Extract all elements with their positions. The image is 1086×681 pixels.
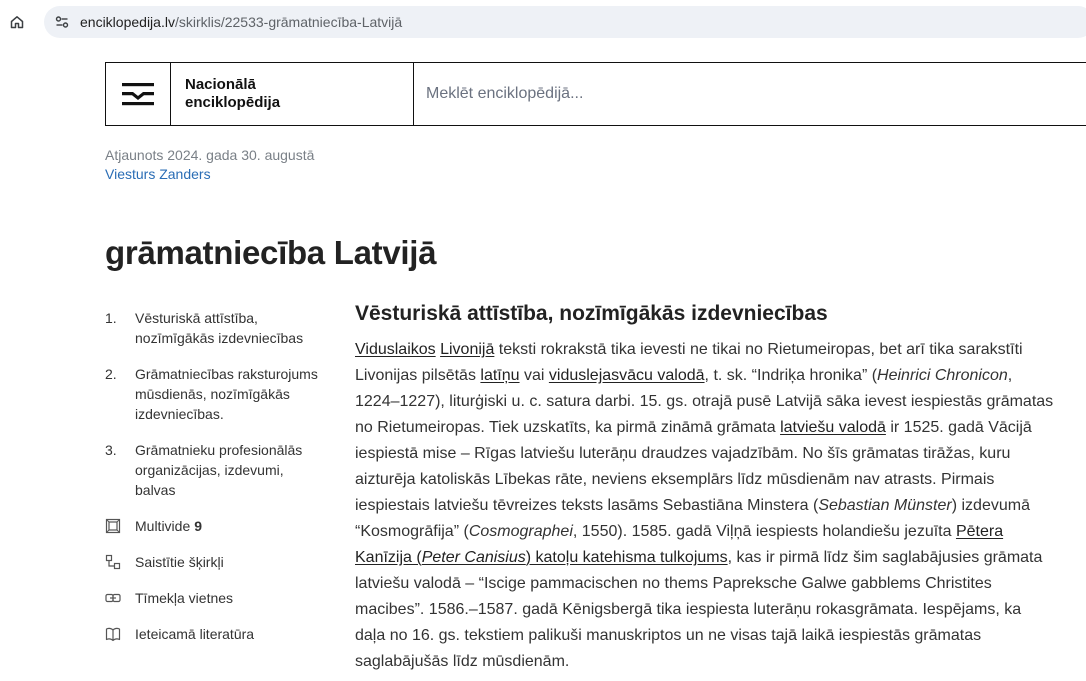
url-path: /skirklis/22533-grāmatniecība-Latvijā (174, 14, 403, 30)
toc-item-current-state[interactable] (105, 364, 325, 424)
article-paragraph (355, 337, 1055, 675)
search-area (414, 63, 1086, 125)
site-info-icon[interactable] (52, 12, 72, 32)
article-link[interactable]: Peter Canisius (421, 549, 526, 566)
toc-label: Vēsturiskā attīstība, nozīmīgākās izdevniecības (135, 310, 304, 346)
article-link[interactable]: ) katoļu katehisma tulkojums (525, 549, 728, 566)
italic-term: Sebastian Münster (818, 497, 952, 514)
multimedia-link[interactable] (105, 516, 325, 536)
article-meta (105, 146, 314, 184)
menu-icon (121, 81, 155, 107)
toc-item-history[interactable] (105, 308, 325, 348)
article-link[interactable]: Livonijā (440, 341, 495, 358)
literature-label: Ieteicamā literatūra (135, 626, 255, 642)
article-link[interactable]: latīņu (480, 367, 520, 384)
toc-number: 1. (105, 310, 117, 326)
related-entries-link[interactable] (105, 552, 325, 572)
url-domain: enciklopedija.lv (80, 14, 175, 30)
article-body (355, 300, 1055, 675)
url-text[interactable] (80, 14, 402, 30)
multimedia-label: Multivide (135, 518, 191, 534)
article-text: , 1550). 1585. gadā Viļņā iespiests holandiešu jezuīta (572, 523, 956, 540)
menu-button[interactable] (106, 63, 171, 125)
article-text: teksti rokrakstā tika ievesti ne tikai no Rietumeiropas, bet arī tika sarakstīti Livonijas pilsētās (355, 341, 1023, 384)
page-title: grāmatniecība Latvijā (105, 234, 437, 271)
italic-term: Cosmographei (468, 523, 573, 540)
toc-label: Grāmatnieku profesionālās organizācijas, izdevumi, balvas (135, 442, 303, 498)
literature-link[interactable] (105, 624, 325, 644)
site-header (105, 62, 1086, 126)
logo-line-1: Nacionālā (185, 76, 256, 93)
toc-item-organizations[interactable] (105, 440, 325, 500)
updated-date: Atjaunots 2024. gada 30. augustā (105, 147, 315, 163)
web-links-label: Tīmekļa vietnes (135, 590, 234, 606)
related-icon (105, 554, 135, 570)
table-of-contents (105, 308, 325, 660)
italic-term: Heinrici Chronicon (877, 367, 1008, 384)
web-link-icon (105, 590, 135, 606)
article-text: vai (519, 367, 549, 384)
home-icon[interactable] (6, 11, 28, 33)
toc-label: Grāmatniecības raksturojums mūsdienās, nozīmīgākās izdevniecības. (135, 366, 318, 422)
multimedia-count: 9 (194, 518, 203, 534)
article-text: , kas ir pirmā līdz šim saglabājusies grāmata latviešu valodā – “Iscige pammacischen no thems Papreksche Galwe gabblems Christites macibes”. 1586.–1587. gadā Kēnigsbergā tika iespiesta luterāņu rokasgrāmata. Iespējams, ka daļa no 16. gs. tekstiem palikuši manuskriptos un ne visas tajā laikā iespiestās grāmatas saglabājušās līdz mūsdienām. (355, 549, 1043, 670)
site-logo[interactable] (171, 63, 414, 125)
article-link[interactable]: viduslejasvācu valodā (548, 367, 705, 384)
article-link[interactable]: Pētera Kanīzija ( (355, 523, 1004, 566)
author-link[interactable]: Viesturs Zanders (105, 166, 211, 182)
article-link[interactable]: Viduslaikos (355, 341, 436, 358)
article-text: , t. sk. “Indriķa hronika” ( (704, 367, 878, 384)
multimedia-icon (105, 518, 135, 534)
toc-number: 3. (105, 442, 117, 458)
browser-toolbar (0, 0, 1086, 44)
address-bar[interactable] (44, 6, 1086, 38)
web-links-link[interactable] (105, 588, 325, 608)
book-icon (105, 626, 135, 642)
article-text: ) izdevumā “Kosmogrāfija” ( (355, 497, 1030, 540)
article-link[interactable]: latviešu valodā (780, 419, 886, 436)
toc-number: 2. (105, 366, 117, 382)
section-heading: Vēsturiskā attīstība, nozīmīgākās izdevniecības (355, 302, 828, 325)
logo-line-2: enciklopēdija (185, 94, 281, 111)
article-text: , 1224–1227), liturģiski u. c. satura darbi. 15. gs. otrajā pusē Latvijā sāka ievest iespiestās grāmatas no Rietumeiropas. Tiek uzskatīts, ka pirmā zināmā grāmata (355, 367, 1054, 436)
article-text: ir 1525. gadā Vācijā iespiestā mise – Rīgas latviešu luterāņu draudzes vajadzībām. No šīs grāmatas tirāžas, kuru aizturēja katoliskās Lībekas rāte, neviens eksemplārs līdz mūsdienām nav atrasts. Pirmais iespiestais latviešu tēvreizes teksts lasāms Sebastiāna Minstera ( (355, 419, 1032, 514)
search-input[interactable] (426, 85, 926, 103)
related-label: Saistītie šķirkļi (135, 554, 224, 570)
